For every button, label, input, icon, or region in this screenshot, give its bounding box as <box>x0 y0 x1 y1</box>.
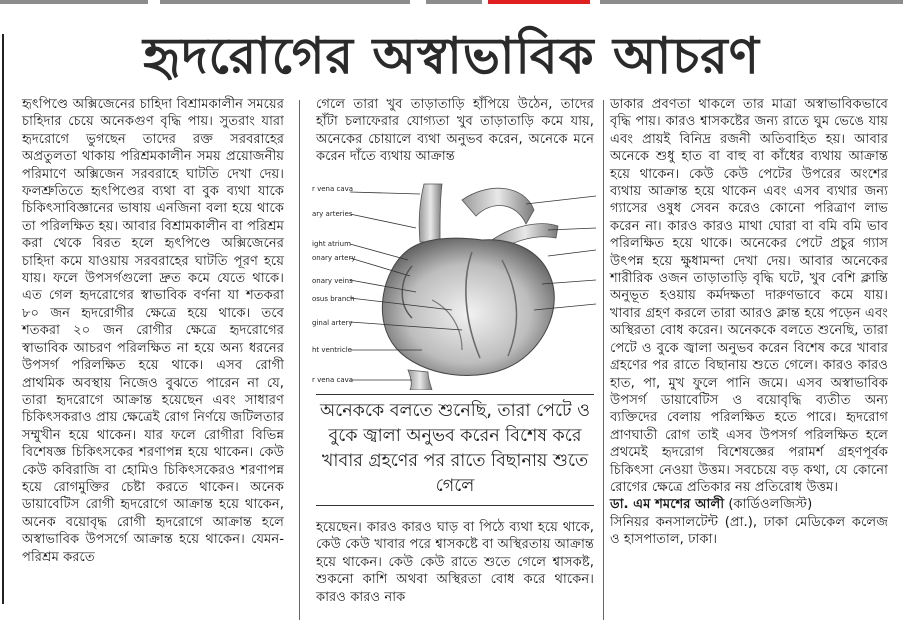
figure-label-4: onary veins <box>312 277 353 285</box>
column-divider-1 <box>299 100 300 620</box>
top-rule-accent <box>488 0 590 4</box>
article-column-1 <box>22 96 284 566</box>
column-divider-2 <box>603 100 604 620</box>
top-rule-right <box>600 0 903 4</box>
author-title: সিনিয়র কনসালটেন্ট (প্রা.), ঢাকা মেডিকেল কলেজ ও হাসপাতাল, ঢাকা। <box>610 514 888 548</box>
heart-anatomy-drawing <box>312 180 596 390</box>
figure-label-6: ginal artery <box>312 319 353 327</box>
figure-label-7: ht ventricle <box>312 346 352 354</box>
article-column-2-bottom <box>316 519 594 606</box>
figure-label-0: r vena cava <box>312 185 354 193</box>
figure-label-3: onary artery <box>312 254 356 262</box>
headline: হৃদরোগের অস্বাভাবিক আচরণ <box>142 27 761 85</box>
top-rule-mid <box>160 0 410 4</box>
heart-illustration <box>312 180 596 390</box>
article-column-2-top <box>316 96 594 166</box>
figure-label-2: ight atrium <box>312 240 351 248</box>
pull-quote-text: অনেককে বলতে শুনেছি, তারা পেটে ও বুকে জ্বালা অনুভব করেন বিশেষ করে খাবার গ্রহণের পর রাতে বিছানায় শুতে গেলে <box>320 401 590 496</box>
column-1-text: হৃৎপিণ্ডে অক্সিজেনের চাহিদা বিশ্রামকালীন সময়ের চাহিদার চেয়ে অনেকগুণ বৃদ্ধি পায়। সুতরাং যারা হৃদরোগে ভুগছেন তাদের রক্ত সরবরাহের অপ্রতুলতা থাকায় পরিশ্রমকালীন সময় প্রয়োজনীয় পরিমাণে অক্সিজেন সরবরাহে ঘাটতি দেখা দেয়। ফলশ্রুতিতে হৃৎপিণ্ডের ব্যথা বা বুক ব্যথা যাকে চিকিৎসাবিজ্ঞানের ভাষায় এনজিনা বলা হয়ে থাকে তা পরিলক্ষিত হয়। আবার বিশ্রামকালীন বা পরিশ্রম করা থেকে বিরত হলে হৃৎপিণ্ডে অক্সিজেনের চাহিদা কমে যাওয়ায় সরবরাহের ঘাটতি পূরণ হয়ে যায়। ফলে উপসর্গগুলো দ্রুত কমে যেতে থাকে। এত গেল হৃদরোগের স্বাভাবিক বর্ণনা যা শতকরা ৮০ জন হৃদরোগীর ক্ষেত্রে হয়ে থাকে। তবে শতকরা ২০ জন রোগীর ক্ষেত্রে হৃদরোগের স্বাভাবিক আচরণ পরিলক্ষিত না হয়ে অন্য ধরনের উপসর্গ পরিলক্ষিত হয়ে থাকে। এসব রোগী প্রাথমিক অবস্থায় নিজেও বুঝতে পারেন না যে, তারা হৃদরোগে আক্রান্ত হয়েছেন এবং সাধারণ চিকিৎসকরাও প্রায় ক্ষেত্রেই রোগ নির্ণয়ে জটিলতার সম্মুখীন হয়ে থাকেন। যার ফলে রোগীরা বিভিন্ন বিশেষজ্ঞ চিকিৎসকের শরণাপন্ন হয়ে থাকেন। কেউ কেউ কবিরাজি বা হোমিও চিকিৎসকেরও শরণাপন্ন হয়ে রোগমুক্তির চেষ্টা করতে থাকেন। অনেক ডায়াবেটিস রোগী হৃদরোগে আক্রান্ত হয়ে থাকেন, অনেক বয়োবৃদ্ধ রোগী হৃদরোগে আক্রান্ত হলে অস্বাভাবিক উপসর্গে আক্রান্ত হয়ে থাকেন। যেমন- পরিশ্রম করতে <box>22 97 284 565</box>
top-rule-mid2 <box>426 0 482 4</box>
article-column-3 <box>610 96 888 549</box>
top-rule-left <box>0 0 148 4</box>
pull-quote <box>316 394 594 506</box>
author-line <box>610 496 888 513</box>
left-margin-rule <box>2 34 4 604</box>
column-2-top-text: গেলে তারা খুব তাড়াতাড়ি হাঁপিয়ে উঠেন, তাদের হাঁটা চলাফেরার যোগ্যতা খুব তাড়াতাড়ি কমে যায়, অনেকের চোয়ালে ব্যথা অনুভব করেন, অনেকে মনে করেন দাঁতে ব্যথায় আক্রান্ত <box>316 97 594 165</box>
figure-label-5: osus branch <box>312 295 355 303</box>
figure-label-1: ary arteries <box>312 210 353 218</box>
figure-label-8: r vena cava <box>312 376 354 384</box>
column-3-text: ডাকার প্রবণতা থাকলে তার মাত্রা অস্বাভাবিকভাবে বৃদ্ধি পায়। কারও শ্বাসকষ্টের জন্য রাতে ঘুম ভেঙে যায় এবং প্রায়ই বিনিদ্র রজনী অতিবাহিত হয়। আবার অনেকে শুধু হাত বা বাহু বা কাঁধের ব্যথায় আক্রান্ত হয়ে থাকেন। কেউ কেউ পেটের উপরের অংশের ব্যথায় আক্রান্ত হয়ে থাকেন এবং এসব ব্যথার জন্য গ্যাসের ওষুধ সেবন করেও কোনো পরিত্রাণ লাভ করেন না। কারও কারও মাথা ঘোরা বা বমি বমি ভাব পরিলক্ষিত হয়ে থাকে। অনেকের পেটে প্রচুর গ্যাস উৎপন্ন হয়ে ক্ষুধামন্দা দেখা দেয়। আবার অনেকের শারীরিক ওজন তাড়াতাড়ি বৃদ্ধি ঘটে, খুব বেশি ক্লান্তি অনুভূত হওয়ায় কর্মদক্ষতা দারুণভাবে কমে যায়। খাবার গ্রহণ করলে তারা আরও ক্লান্ত হয়ে পড়েন এবং অস্থিরতা বোধ করেন। অনেককে বলতে শুনেছি, তারা পেটে ও বুকে জ্বালা অনুভব করেন বিশেষ করে খাবার গ্রহণের পর রাতে বিছানায় শুতে গেলে। কারও কারও হাত, পা, মুখ ফুলে পানি জমে। এসব অস্বাভাবিক উপসর্গ ডায়াবেটিস ও বয়োবৃদ্ধি ব্যতীত অন্য ব্যক্তিদের বেলায় পরিলক্ষিত হতে পারে। হৃদরোগ প্রাণঘাতী রোগ তাই এসব উপসর্গ পরিলক্ষিত হলে প্রথমেই হৃদরোগ বিশেষজ্ঞের পরামর্শ গ্রহণপূর্বক চিকিৎসা নেওয়া উত্তম। সবচেয়ে বড় কথা, যে কোনো রোগের ক্ষেত্রে প্রতিকার নয় প্রতিরোধ উত্তম। <box>610 97 888 495</box>
author-dept: (কার্ডিওলজিস্ট) <box>728 497 813 513</box>
author-name: ডা. এম শমশের আলী <box>610 497 725 513</box>
column-2-bottom-text: হয়েছেন। কারও কারও ঘাড় বা পিঠে ব্যথা হয়ে থাকে, কেউ কেউ খাবার পরে শ্বাসকষ্টে বা অস্থিরতায় আক্রান্ত হয়ে থাকেন। কেউ কেউ রাতে শুতে গেলে শ্বাসকষ্ট, শুকনো কাশি অথবা অস্থিরতা বোধ করে থাকেন। কারও কারও নাক <box>316 520 594 605</box>
